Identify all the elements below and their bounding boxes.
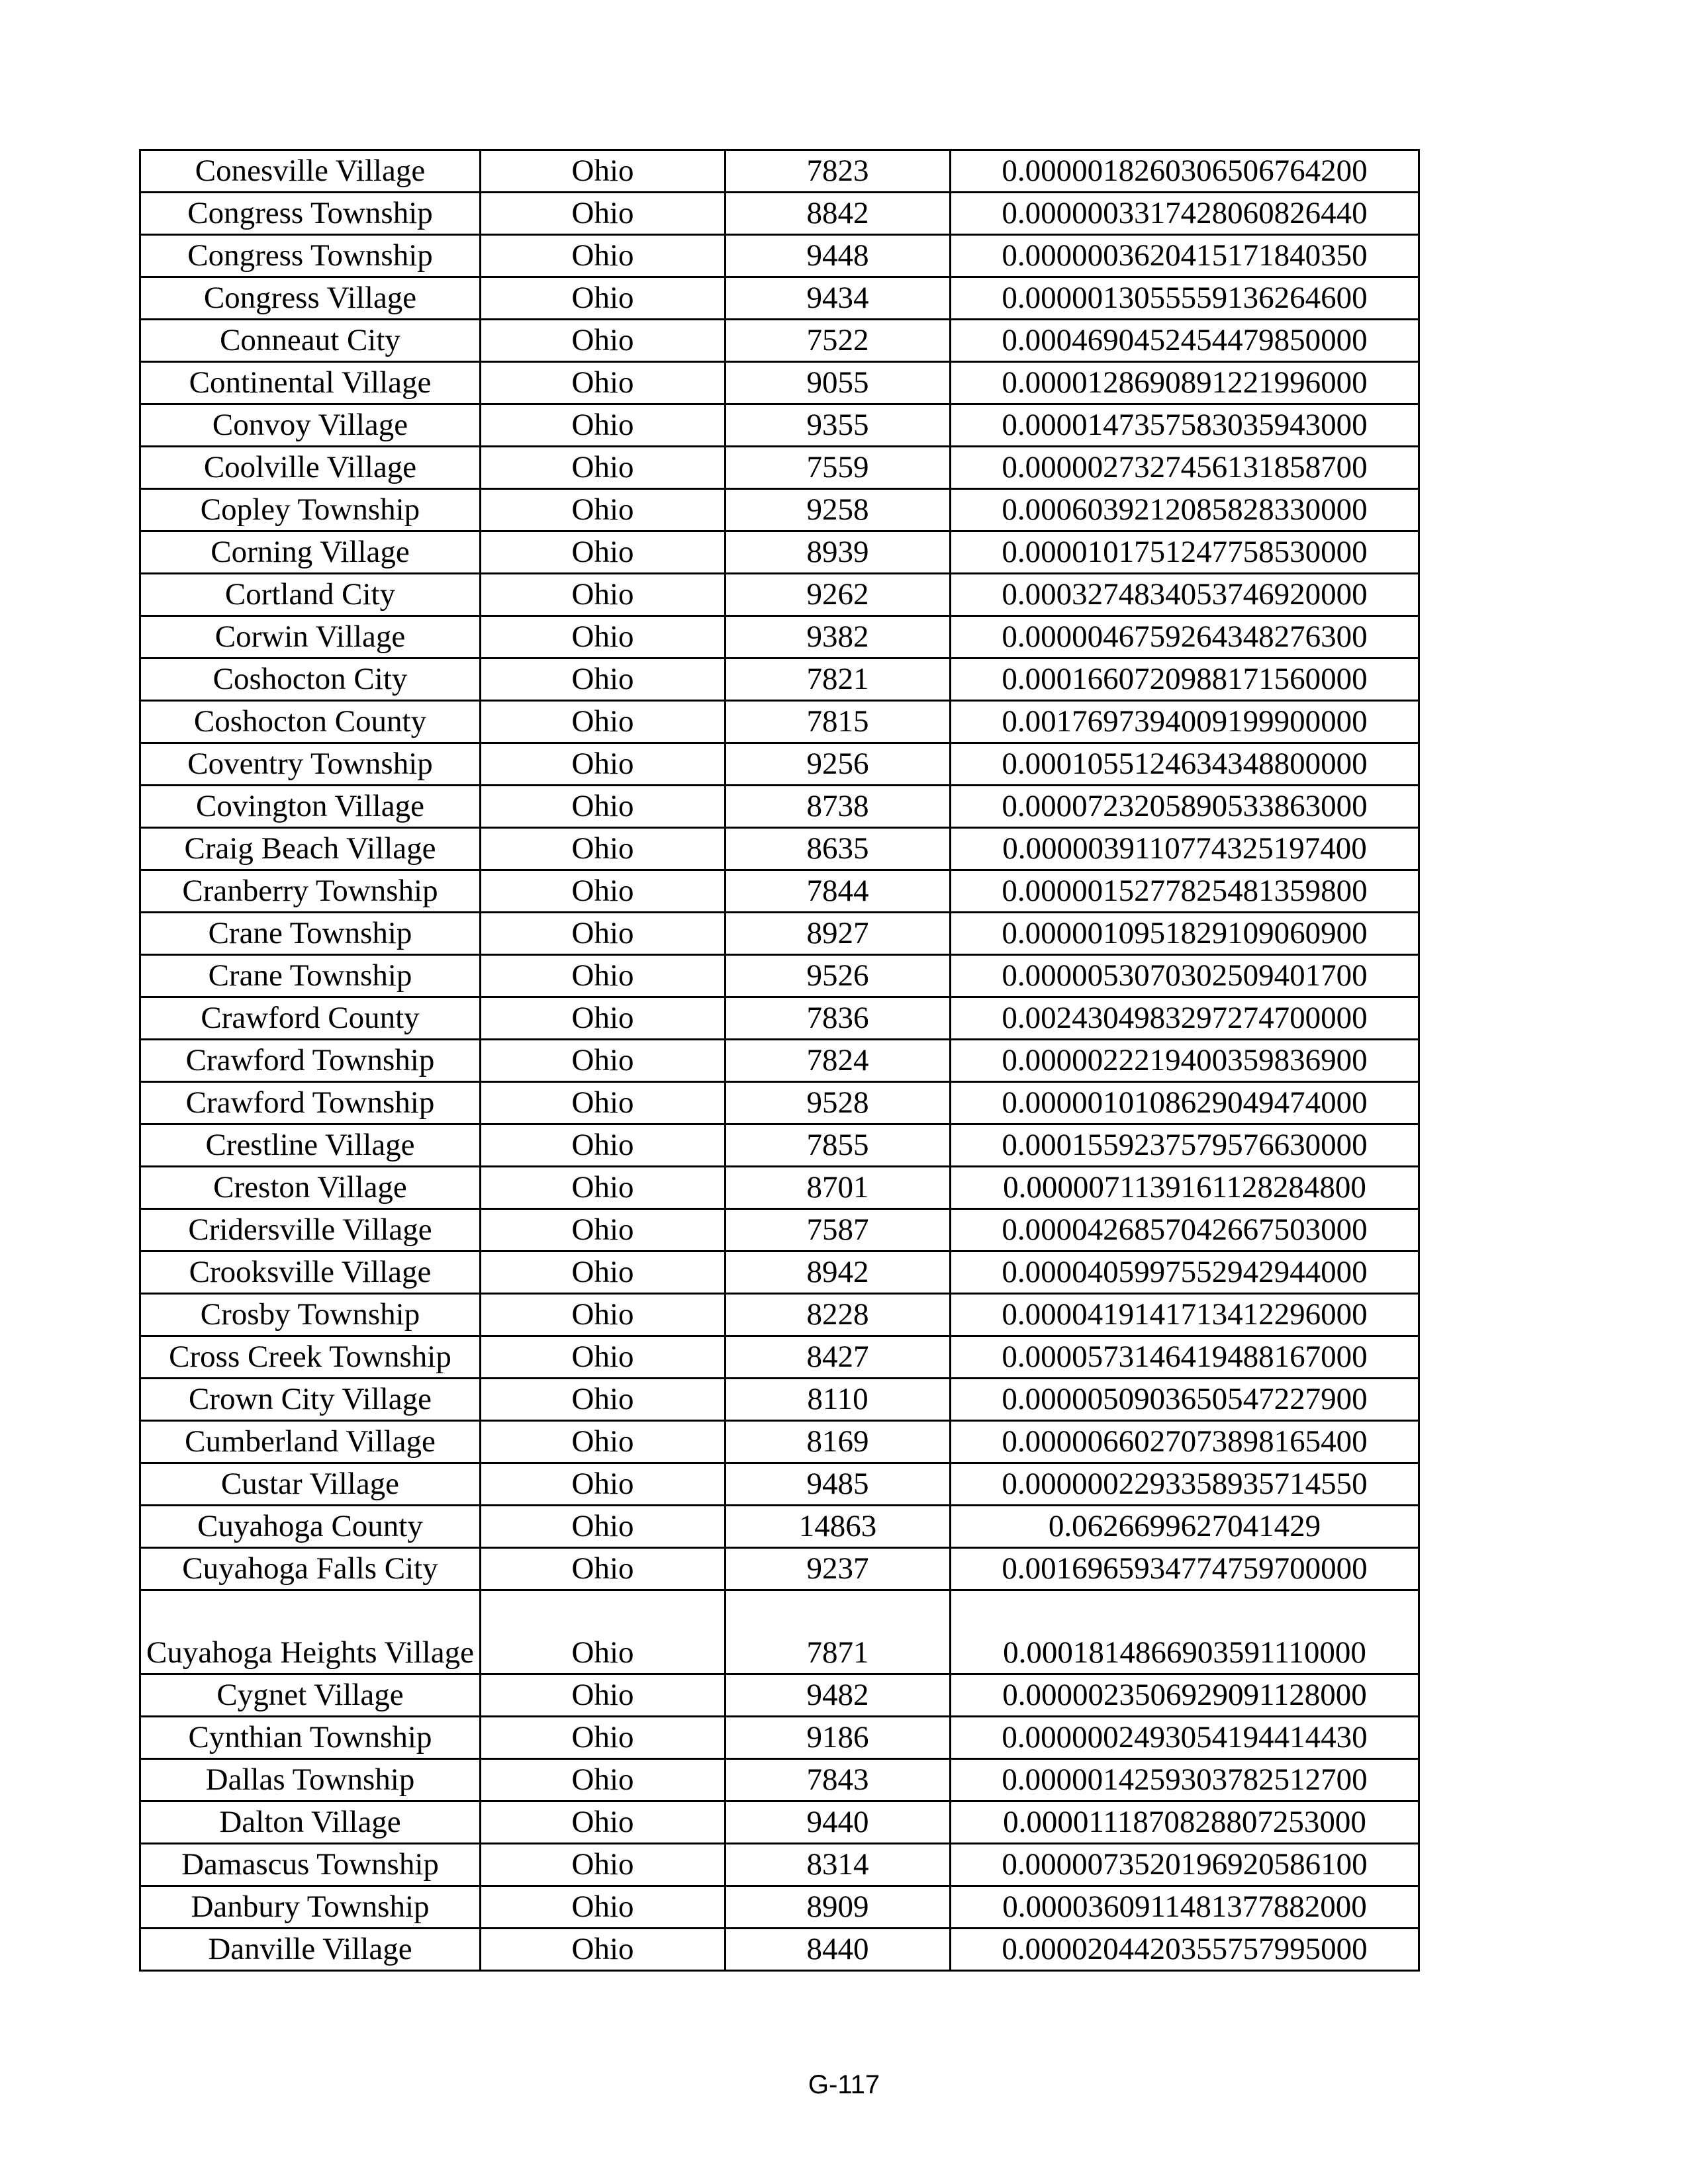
cell-name: Cynthian Township: [140, 1717, 481, 1759]
table-body: [140, 150, 1419, 1971]
cell-state: Ohio: [481, 616, 726, 659]
cell-code: 7522: [726, 320, 951, 362]
table-row: [140, 1929, 1419, 1971]
cell-value: 0.0000010108629049474000: [951, 1082, 1419, 1124]
cell-name: Covington Village: [140, 786, 481, 828]
cell-code: 7871: [726, 1590, 951, 1674]
cell-code: 7843: [726, 1759, 951, 1801]
cell-code: 7844: [726, 870, 951, 913]
cell-name: Cross Creek Township: [140, 1336, 481, 1379]
cell-name: Crane Township: [140, 955, 481, 997]
cell-code: 9355: [726, 404, 951, 447]
cell-state: Ohio: [481, 659, 726, 701]
cell-code: 9186: [726, 1717, 951, 1759]
cell-value: 0.0000022219400359836900: [951, 1040, 1419, 1082]
cell-code: 7823: [726, 150, 951, 193]
cell-name: Coventry Township: [140, 743, 481, 786]
table-row: [140, 1379, 1419, 1421]
cell-state: Ohio: [481, 1717, 726, 1759]
table-row: [140, 743, 1419, 786]
cell-code: 8927: [726, 913, 951, 955]
cell-state: Ohio: [481, 1124, 726, 1167]
table-row: [140, 404, 1419, 447]
cell-state: Ohio: [481, 1548, 726, 1590]
cell-value: 0.0000003317428060826440: [951, 193, 1419, 235]
cell-name: Dalton Village: [140, 1801, 481, 1844]
cell-name: Creston Village: [140, 1167, 481, 1209]
cell-value: 0.0000053070302509401700: [951, 955, 1419, 997]
cell-name: Corning Village: [140, 531, 481, 574]
cell-code: 9440: [726, 1801, 951, 1844]
cell-code: 7824: [726, 1040, 951, 1082]
cell-value: 0.0000003620415171840350: [951, 235, 1419, 277]
cell-value: 0.0000027327456131858700: [951, 447, 1419, 489]
table-row: [140, 1336, 1419, 1379]
cell-value: 0.0000010951829109060900: [951, 913, 1419, 955]
cell-value: 0.0016965934774759700000: [951, 1548, 1419, 1590]
cell-state: Ohio: [481, 235, 726, 277]
cell-name: Dallas Township: [140, 1759, 481, 1801]
cell-state: Ohio: [481, 1167, 726, 1209]
cell-state: Ohio: [481, 531, 726, 574]
table-row: [140, 531, 1419, 574]
cell-value: 0.0000111870828807253000: [951, 1801, 1419, 1844]
cell-value: 0.0003274834053746920000: [951, 574, 1419, 616]
cell-state: Ohio: [481, 1294, 726, 1336]
cell-code: 7836: [726, 997, 951, 1040]
table-row: [140, 997, 1419, 1040]
cell-value: 0.0000046759264348276300: [951, 616, 1419, 659]
cell-code: 7855: [726, 1124, 951, 1167]
cell-code: 8942: [726, 1251, 951, 1294]
allocation-table-container: [139, 149, 1420, 1972]
table-row: [140, 913, 1419, 955]
table-row: [140, 1886, 1419, 1929]
cell-code: 9237: [726, 1548, 951, 1590]
cell-code: 8635: [726, 828, 951, 870]
cell-code: 9258: [726, 489, 951, 531]
table-row: [140, 1463, 1419, 1506]
cell-value: 0.0000360911481377882000: [951, 1886, 1419, 1929]
cell-state: Ohio: [481, 743, 726, 786]
cell-code: 8440: [726, 1929, 951, 1971]
table-row: [140, 1759, 1419, 1801]
cell-state: Ohio: [481, 320, 726, 362]
cell-value: 0.0000066027073898165400: [951, 1421, 1419, 1463]
cell-state: Ohio: [481, 913, 726, 955]
cell-value: 0.0626699627041429: [951, 1506, 1419, 1548]
cell-code: 9382: [726, 616, 951, 659]
cell-state: Ohio: [481, 1844, 726, 1886]
cell-name: Crawford County: [140, 997, 481, 1040]
cell-state: Ohio: [481, 404, 726, 447]
cell-value: 0.0004690452454479850000: [951, 320, 1419, 362]
cell-state: Ohio: [481, 1463, 726, 1506]
cell-code: 8939: [726, 531, 951, 574]
table-row: [140, 1040, 1419, 1082]
cell-name: Coshocton County: [140, 701, 481, 743]
table-row: [140, 1294, 1419, 1336]
cell-name: Cumberland Village: [140, 1421, 481, 1463]
cell-state: Ohio: [481, 150, 726, 193]
cell-code: 8909: [726, 1886, 951, 1929]
cell-value: 0.0000050903650547227900: [951, 1379, 1419, 1421]
cell-value: 0.0000018260306506764200: [951, 150, 1419, 193]
cell-value: 0.0001660720988171560000: [951, 659, 1419, 701]
cell-name: Cuyahoga Heights Village: [140, 1590, 481, 1674]
cell-name: Craig Beach Village: [140, 828, 481, 870]
table-row: [140, 193, 1419, 235]
cell-code: 9482: [726, 1674, 951, 1717]
cell-state: Ohio: [481, 277, 726, 320]
cell-value: 0.0024304983297274700000: [951, 997, 1419, 1040]
cell-state: Ohio: [481, 447, 726, 489]
cell-state: Ohio: [481, 1421, 726, 1463]
table-row: [140, 277, 1419, 320]
cell-value: 0.0000002493054194414430: [951, 1717, 1419, 1759]
cell-name: Crooksville Village: [140, 1251, 481, 1294]
cell-state: Ohio: [481, 955, 726, 997]
cell-code: 8228: [726, 1294, 951, 1336]
cell-value: 0.0001814866903591110000: [951, 1590, 1419, 1674]
cell-code: 8427: [726, 1336, 951, 1379]
cell-state: Ohio: [481, 1379, 726, 1421]
table-row: [140, 1167, 1419, 1209]
cell-name: Damascus Township: [140, 1844, 481, 1886]
table-row: [140, 828, 1419, 870]
table-row: [140, 489, 1419, 531]
cell-name: Continental Village: [140, 362, 481, 404]
table-row: [140, 235, 1419, 277]
cell-state: Ohio: [481, 1801, 726, 1844]
cell-value: 0.0000426857042667503000: [951, 1209, 1419, 1251]
cell-name: Crane Township: [140, 913, 481, 955]
cell-code: 9526: [726, 955, 951, 997]
cell-name: Cuyahoga County: [140, 1506, 481, 1548]
cell-name: Congress Township: [140, 193, 481, 235]
cell-state: Ohio: [481, 362, 726, 404]
cell-state: Ohio: [481, 1040, 726, 1082]
cell-value: 0.0000073520196920586100: [951, 1844, 1419, 1886]
table-row: [140, 1844, 1419, 1886]
cell-code: 7821: [726, 659, 951, 701]
cell-state: Ohio: [481, 489, 726, 531]
allocation-table: [139, 149, 1420, 1972]
table-row: [140, 870, 1419, 913]
table-row: [140, 701, 1419, 743]
cell-name: Congress Township: [140, 235, 481, 277]
cell-value: 0.0000023506929091128000: [951, 1674, 1419, 1717]
table-row: [140, 320, 1419, 362]
cell-code: 8314: [726, 1844, 951, 1886]
cell-name: Crosby Township: [140, 1294, 481, 1336]
cell-state: Ohio: [481, 701, 726, 743]
page-number: G-117: [808, 2070, 880, 2099]
cell-value: 0.0000039110774325197400: [951, 828, 1419, 870]
cell-name: Coshocton City: [140, 659, 481, 701]
cell-name: Crestline Village: [140, 1124, 481, 1167]
cell-state: Ohio: [481, 786, 726, 828]
cell-value: 0.0000723205890533863000: [951, 786, 1419, 828]
cell-value: 0.0000015277825481359800: [951, 870, 1419, 913]
cell-state: Ohio: [481, 1590, 726, 1674]
cell-value: 0.0000128690891221996000: [951, 362, 1419, 404]
cell-name: Crown City Village: [140, 1379, 481, 1421]
cell-code: 9262: [726, 574, 951, 616]
cell-state: Ohio: [481, 1506, 726, 1548]
cell-value: 0.0000204420355757995000: [951, 1929, 1419, 1971]
cell-code: 9485: [726, 1463, 951, 1506]
cell-name: Cranberry Township: [140, 870, 481, 913]
cell-code: 14863: [726, 1506, 951, 1548]
table-row: [140, 1506, 1419, 1548]
cell-name: Cuyahoga Falls City: [140, 1548, 481, 1590]
table-row: [140, 1674, 1419, 1717]
cell-name: Convoy Village: [140, 404, 481, 447]
cell-value: 0.0000002293358935714550: [951, 1463, 1419, 1506]
table-row: [140, 150, 1419, 193]
cell-code: 7587: [726, 1209, 951, 1251]
cell-state: Ohio: [481, 1759, 726, 1801]
cell-name: Cridersville Village: [140, 1209, 481, 1251]
cell-code: 9055: [726, 362, 951, 404]
cell-code: 7815: [726, 701, 951, 743]
cell-code: 8701: [726, 1167, 951, 1209]
table-row: [140, 1590, 1419, 1674]
cell-code: 8738: [726, 786, 951, 828]
cell-name: Cygnet Village: [140, 1674, 481, 1717]
cell-state: Ohio: [481, 1209, 726, 1251]
cell-name: Coolville Village: [140, 447, 481, 489]
cell-value: 0.0000147357583035943000: [951, 404, 1419, 447]
table-row: [140, 955, 1419, 997]
cell-value: 0.0000013055559136264600: [951, 277, 1419, 320]
cell-state: Ohio: [481, 574, 726, 616]
table-row: [140, 447, 1419, 489]
cell-code: 9256: [726, 743, 951, 786]
cell-name: Crawford Township: [140, 1082, 481, 1124]
table-row: [140, 1209, 1419, 1251]
cell-state: Ohio: [481, 193, 726, 235]
cell-state: Ohio: [481, 1082, 726, 1124]
cell-name: Cortland City: [140, 574, 481, 616]
cell-state: Ohio: [481, 1674, 726, 1717]
cell-value: 0.0000419141713412296000: [951, 1294, 1419, 1336]
table-row: [140, 616, 1419, 659]
table-row: [140, 1717, 1419, 1759]
cell-code: 9528: [726, 1082, 951, 1124]
cell-value: 0.0000573146419488167000: [951, 1336, 1419, 1379]
table-row: [140, 574, 1419, 616]
cell-state: Ohio: [481, 828, 726, 870]
cell-state: Ohio: [481, 1251, 726, 1294]
cell-name: Conneaut City: [140, 320, 481, 362]
cell-value: 0.0000014259303782512700: [951, 1759, 1419, 1801]
cell-code: 7559: [726, 447, 951, 489]
cell-state: Ohio: [481, 1929, 726, 1971]
cell-value: 0.0006039212085828330000: [951, 489, 1419, 531]
table-row: [140, 786, 1419, 828]
cell-value: 0.0001559237579576630000: [951, 1124, 1419, 1167]
table-row: [140, 1801, 1419, 1844]
table-row: [140, 1124, 1419, 1167]
cell-code: 9434: [726, 277, 951, 320]
table-row: [140, 1421, 1419, 1463]
table-row: [140, 659, 1419, 701]
cell-code: 9448: [726, 235, 951, 277]
cell-value: 0.0001055124634348800000: [951, 743, 1419, 786]
cell-name: Corwin Village: [140, 616, 481, 659]
cell-name: Danbury Township: [140, 1886, 481, 1929]
cell-value: 0.0017697394009199900000: [951, 701, 1419, 743]
table-row: [140, 1251, 1419, 1294]
cell-code: 8842: [726, 193, 951, 235]
cell-state: Ohio: [481, 1886, 726, 1929]
cell-code: 8110: [726, 1379, 951, 1421]
table-row: [140, 1548, 1419, 1590]
cell-state: Ohio: [481, 870, 726, 913]
cell-value: 0.0000071139161128284800: [951, 1167, 1419, 1209]
table-row: [140, 362, 1419, 404]
cell-name: Congress Village: [140, 277, 481, 320]
cell-name: Danville Village: [140, 1929, 481, 1971]
cell-value: 0.0000405997552942944000: [951, 1251, 1419, 1294]
cell-name: Custar Village: [140, 1463, 481, 1506]
cell-name: Copley Township: [140, 489, 481, 531]
cell-value: 0.0000101751247758530000: [951, 531, 1419, 574]
table-row: [140, 1082, 1419, 1124]
cell-name: Conesville Village: [140, 150, 481, 193]
cell-name: Crawford Township: [140, 1040, 481, 1082]
cell-code: 8169: [726, 1421, 951, 1463]
cell-state: Ohio: [481, 1336, 726, 1379]
cell-state: Ohio: [481, 997, 726, 1040]
